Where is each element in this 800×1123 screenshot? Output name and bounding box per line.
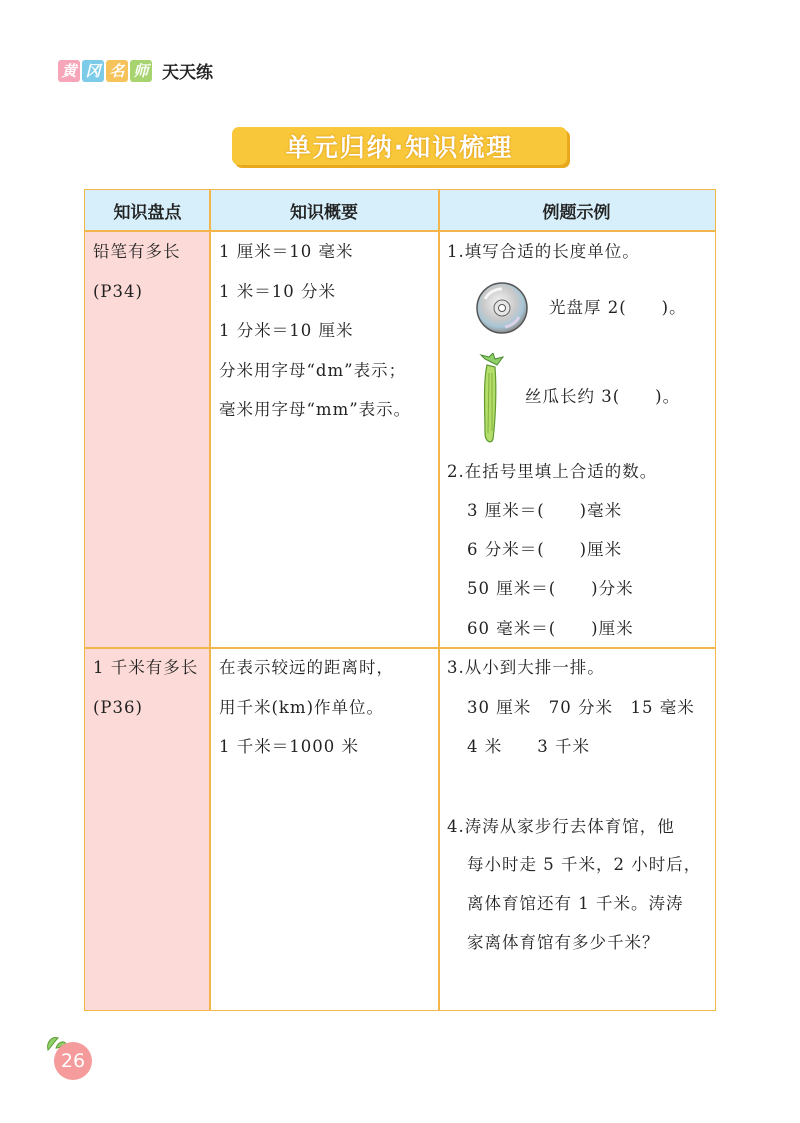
brand-char: 黄 — [58, 60, 80, 82]
cd-disc-icon — [475, 281, 529, 335]
divider — [85, 230, 715, 232]
divider — [209, 190, 211, 1010]
knowledge-table — [84, 189, 716, 1011]
row1-summary-line: 1 米＝10 分米 — [219, 282, 336, 301]
row1-topic: 铅笔有多长 — [93, 242, 181, 261]
brand-char: 名 — [106, 60, 128, 82]
section-title: 单元归纳·知识梳理 — [232, 127, 567, 165]
question-2-item: 6 分米＝( )厘米 — [467, 540, 623, 559]
page-number: 26 — [54, 1042, 92, 1080]
row2-page-ref: (P36) — [93, 698, 143, 717]
divider — [438, 190, 440, 1010]
row1-summary-line: 毫米用字母“mm”表示。 — [219, 400, 412, 419]
header-summary: 知识概要 — [210, 190, 438, 231]
question-4-line: 家离体育馆有多少千米？ — [467, 933, 660, 952]
brand-char: 师 — [130, 60, 152, 82]
row1-page-ref: (P34) — [93, 282, 143, 301]
brand-char: 冈 — [82, 60, 104, 82]
row1-summary-line: 1 厘米＝10 毫米 — [219, 242, 354, 261]
question-3-line: 4 米 3 千米 — [467, 737, 590, 756]
divider — [85, 647, 715, 649]
question-1: 1.填写合适的长度单位。 — [447, 242, 640, 261]
row2-summary-line: 1 千米＝1000 米 — [219, 737, 359, 756]
question-2-item: 3 厘米＝( )毫米 — [467, 501, 623, 520]
brand-logo — [58, 60, 154, 82]
question-4-line: 每小时走 5 千米，2 小时后， — [467, 855, 702, 874]
header-topic: 知识盘点 — [85, 190, 210, 231]
row2-summary-line: 用千米(km)作单位。 — [219, 698, 385, 717]
question-2: 2.在括号里填上合适的数。 — [447, 462, 658, 481]
topic-column-bg — [85, 231, 210, 1010]
brand-header — [58, 58, 213, 83]
row2-topic: 1 千米有多长 — [93, 658, 199, 677]
question-4-line: 4.涛涛从家步行去体育馆，他 — [447, 817, 675, 836]
question-4-line: 离体育馆还有 1 千米。涛涛 — [467, 894, 684, 913]
question-1-item-disc: 光盘厚 2( )。 — [549, 298, 687, 317]
header-example: 例题示例 — [438, 190, 715, 231]
row1-summary-line: 分米用字母“dm”表示； — [219, 361, 407, 380]
question-2-item: 60 毫米＝( )厘米 — [467, 619, 634, 638]
brand-tail: 天天练 — [162, 63, 213, 83]
question-3-line: 30 厘米 70 分米 15 毫米 — [467, 698, 695, 717]
row1-summary-line: 1 分米＝10 厘米 — [219, 321, 354, 340]
question-3: 3.从小到大排一排。 — [447, 658, 605, 677]
question-1-item-loofah: 丝瓜长约 3( )。 — [525, 387, 681, 406]
question-2-item: 50 厘米＝( )分米 — [467, 579, 634, 598]
loofah-icon — [473, 353, 509, 447]
row2-summary-line: 在表示较远的距离时， — [219, 658, 394, 677]
